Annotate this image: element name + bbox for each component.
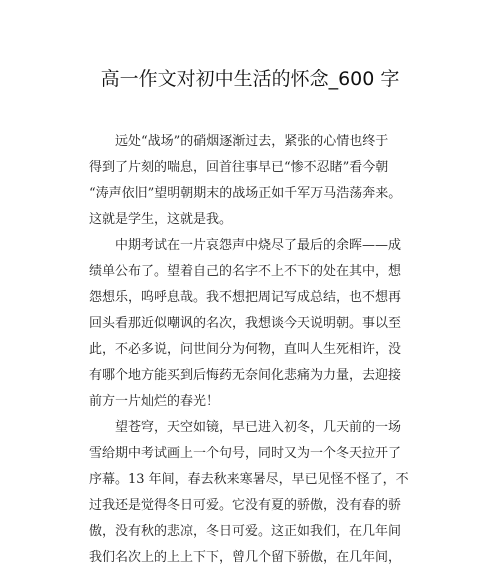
body-line: 怨想乐，呜呼息哉。我不想把周记写成总结，也不想再: [89, 290, 402, 305]
body-line: 中期考试在一片哀怨声中烧尽了最后的余晖——成: [89, 238, 402, 253]
body-line: “涛声依旧”望明朝期末的战场正如千军万马浩荡奔来。: [89, 186, 402, 201]
body-line: 我们名次上的上上下下，曾几个留下骄傲，在几年间，: [89, 550, 402, 565]
body-line: 雪给期中考试画上一个句号，同时又为一个冬天拉开了: [89, 446, 402, 461]
body-line: 有哪个地方能买到后悔药无奈间化悲痛为力量，去迎接: [89, 368, 402, 383]
body-line: 远处“战场”的硝烟逐渐过去，紧张的心情也终于: [89, 134, 389, 149]
body-line: 得到了片刻的喘息，回首往事早已“惨不忍睹”看今朝: [89, 160, 389, 175]
body-line: 此，不必多说，问世间分为何物，直叫人生死相许，没: [89, 342, 402, 357]
body-line: 傲，没有秋的悲凉，冬日可爱。这正如我们，在几年间: [89, 524, 402, 539]
body-line: 前方一片灿烂的春光！: [89, 394, 220, 409]
body-line: 回头看那近似嘲讽的名次，我想谈今天说明朝。事以至: [89, 316, 402, 331]
body-line: 序幕。13 年间，春去秋来寒暑尽，早已见怪不怪了，不: [89, 472, 409, 487]
document-title: 高一作文对初中生活的怀念_600 字: [100, 68, 400, 90]
body-line: 过我还是觉得冬日可爱。它没有夏的骄傲，没有春的骄: [89, 498, 402, 513]
body-line: 这就是学生，这就是我。: [89, 212, 233, 227]
body-line: 望苍穹，天空如镜，早已进入初冬，几天前的一场: [89, 420, 402, 435]
body-line: 绩单公布了。望着自己的名字不上不下的处在其中，想: [89, 264, 402, 279]
document-body: [89, 129, 415, 566]
